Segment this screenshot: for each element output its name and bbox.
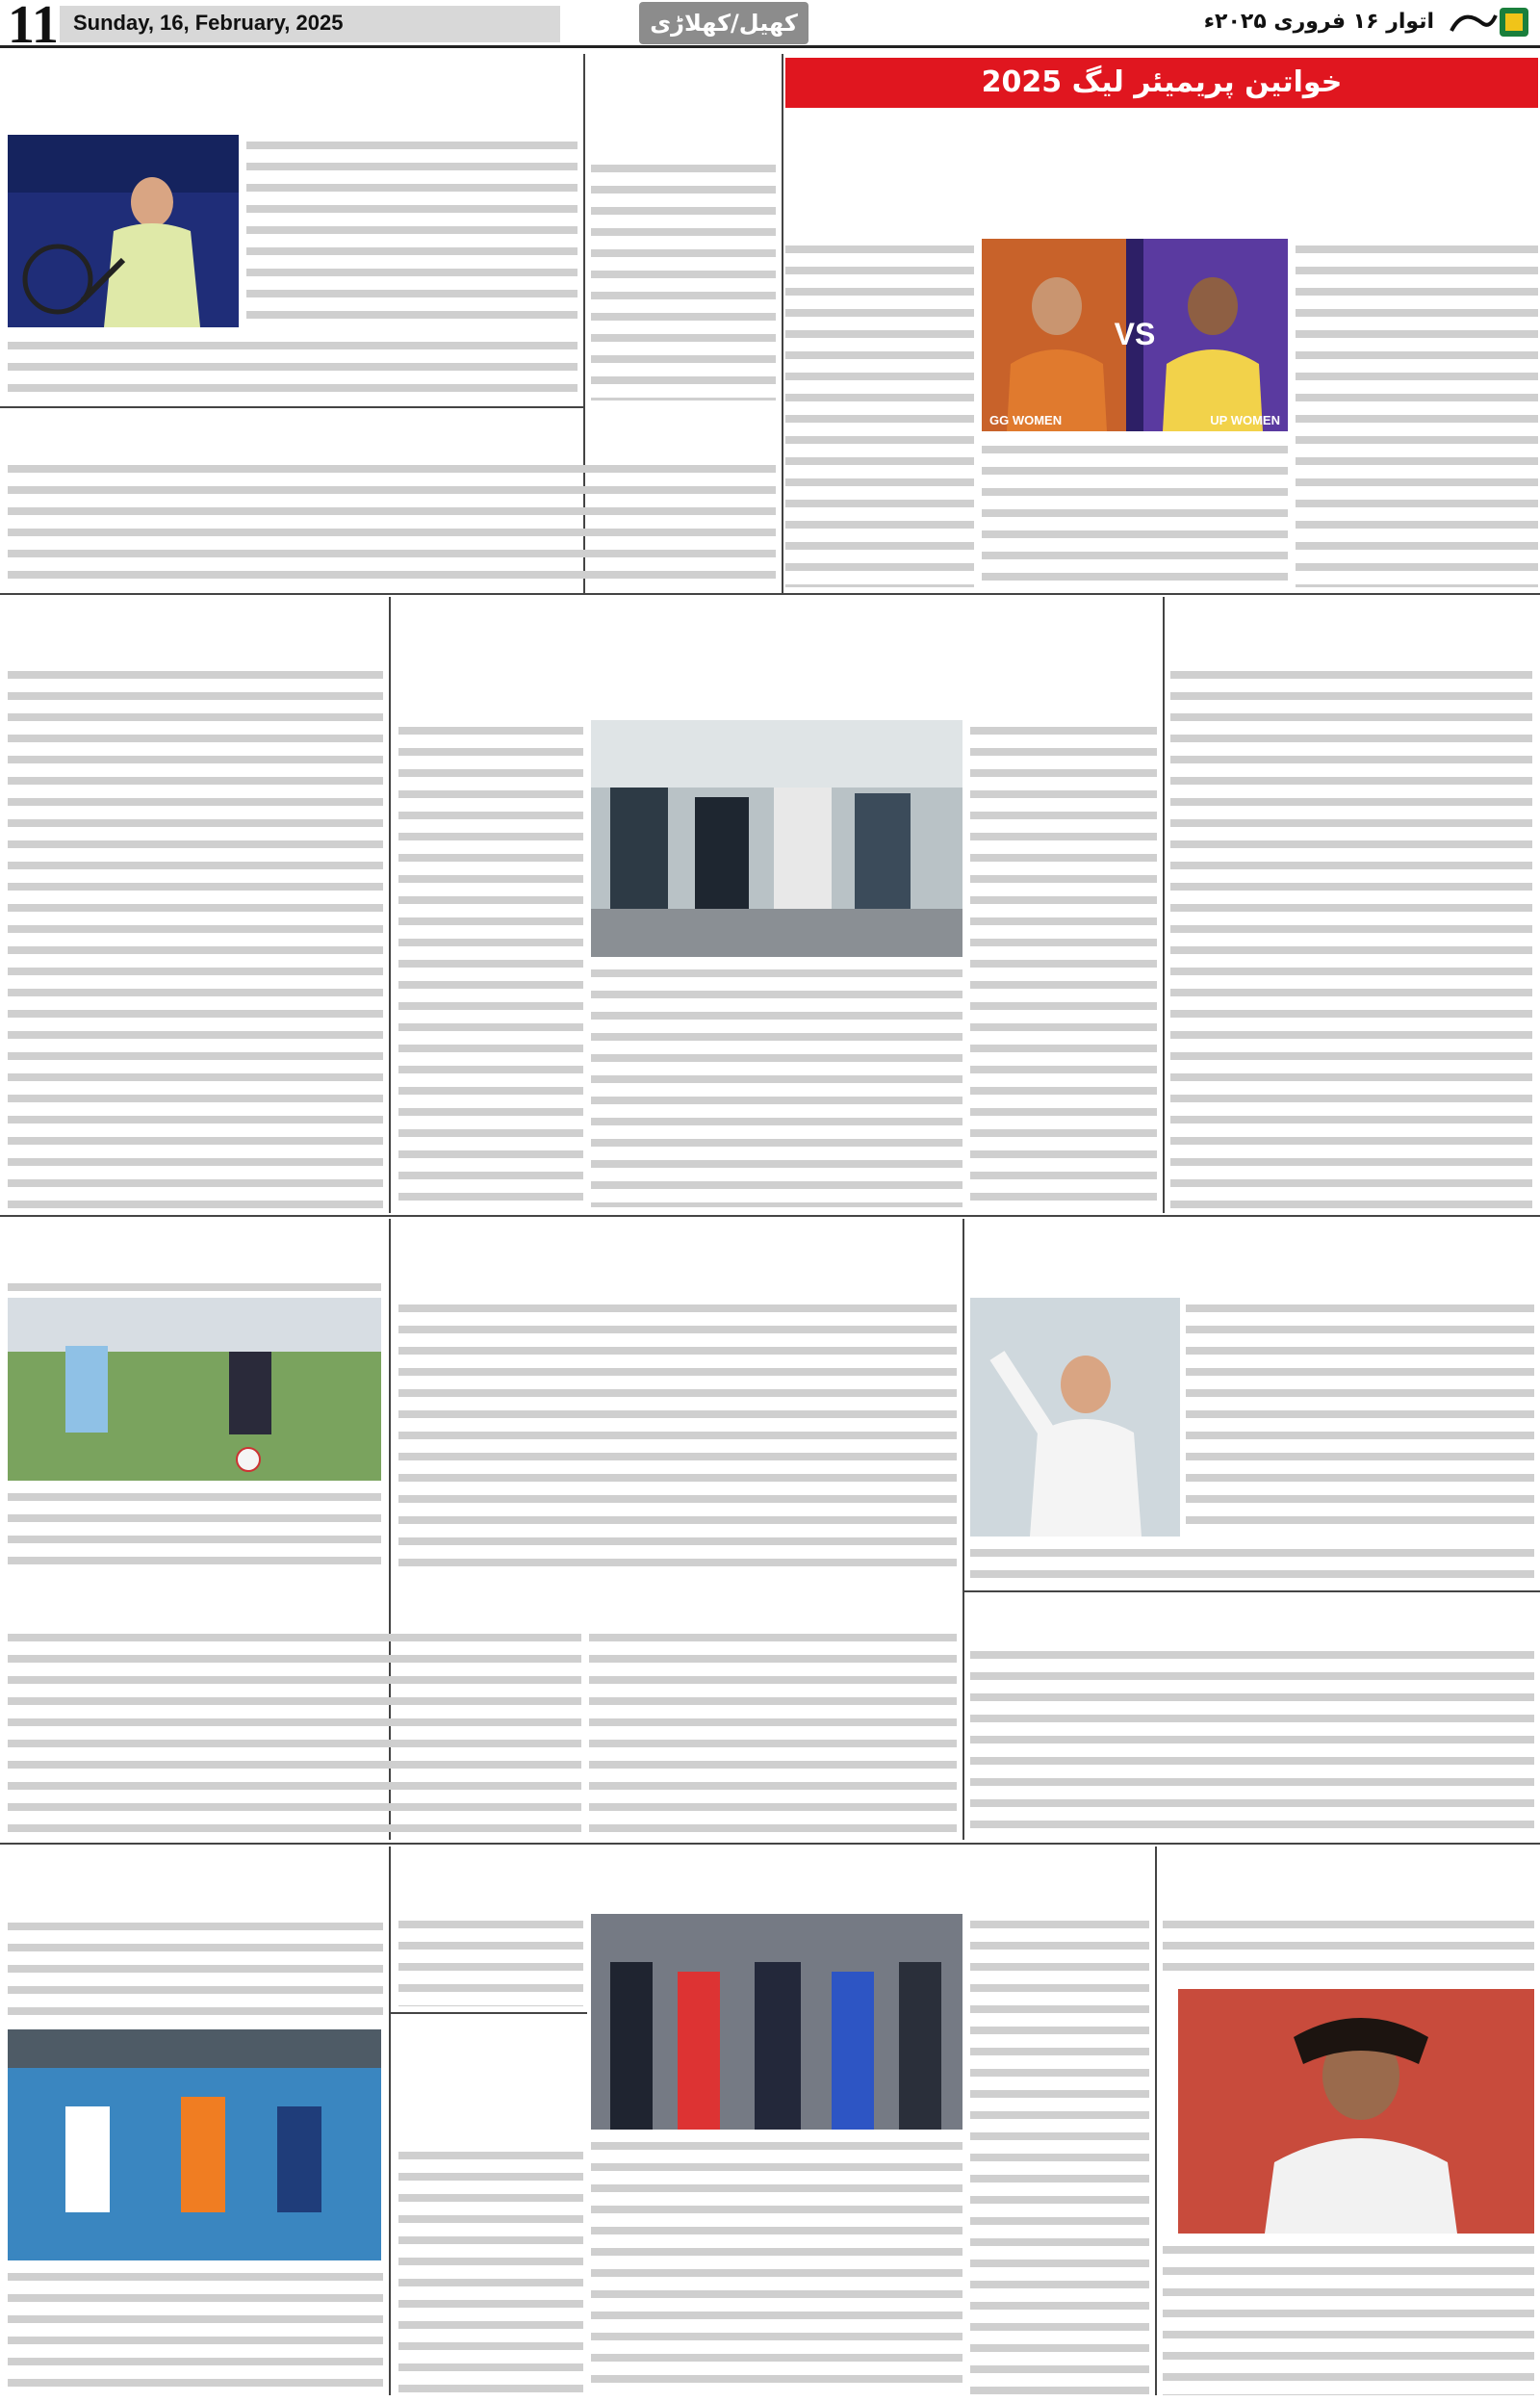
hockey-match-illustration — [8, 2029, 381, 2260]
body-afc-u20 — [8, 1627, 581, 1833]
headline-ecb-bethell — [970, 1223, 1534, 1277]
headline-champions-trophy — [398, 601, 1155, 672]
wpl-banner — [785, 58, 1538, 108]
tennis-player-illustration — [8, 135, 239, 327]
body-icc-broadcast — [398, 2145, 583, 2395]
body-boxing-meerut-left — [398, 1914, 583, 2006]
headline-shooters-coach — [591, 60, 776, 152]
boxing-ceremony-illustration — [591, 1914, 962, 2130]
team-departure-illustration — [591, 720, 962, 957]
body-shooters-coach — [591, 158, 776, 400]
body-doping-sinner-top — [246, 135, 578, 327]
body-boxing-meerut-middle — [591, 2135, 962, 2395]
section-label: کھیل/کھلاڑی — [650, 10, 798, 37]
headline-junior-hockey — [8, 1850, 383, 1910]
section-rule — [0, 593, 1540, 595]
article-rule — [0, 406, 585, 408]
wpl-captains-illustration — [982, 239, 1288, 431]
column-rule — [1163, 597, 1165, 1213]
section-rule — [0, 1843, 1540, 1845]
body-ecb-bethell — [1186, 1298, 1534, 1537]
body-ecb-bethell-bottom — [970, 1542, 1534, 1588]
article-rule — [389, 2012, 587, 2014]
column-rule — [962, 1219, 964, 1840]
body-india-women-england — [8, 664, 383, 1211]
photo-boxing-ceremony — [591, 1914, 962, 2130]
photo-caption-gg: GG WOMEN — [989, 413, 1063, 427]
body-odisha-fc-top — [8, 1277, 381, 1294]
photo-team-departure — [591, 720, 962, 957]
body-junior-hockey-top — [8, 1916, 383, 2024]
english-date: Sunday, 16, February, 2025 — [73, 11, 344, 35]
headline-wpl — [785, 112, 1538, 231]
headline-boxing-meerut — [398, 1850, 1149, 1910]
photo-hockey-match — [8, 2029, 381, 2260]
article-rule — [962, 1590, 1540, 1592]
headline-gukesh — [1163, 1850, 1534, 1908]
body-wrestlers-appeal-bottom — [589, 1627, 957, 1833]
body-wpl-middle — [982, 439, 1288, 587]
body-delhi-capitals — [1170, 664, 1532, 1211]
page-number: 11 — [8, 0, 59, 48]
urdu-date: اتوار ۱۶ فروری ۲۰۲۵ء — [1203, 10, 1434, 34]
photo-football-match — [8, 1298, 381, 1481]
body-champions-trophy-left — [398, 720, 583, 1207]
section-rule — [0, 1215, 1540, 1217]
wpl-banner-label: خواتین پریمیئر لیگ 2025 — [981, 65, 1343, 99]
newspaper-logo — [1444, 2, 1532, 44]
chess-player-illustration — [1178, 1989, 1534, 2234]
photo-tennis-player — [8, 135, 239, 327]
football-match-illustration — [8, 1298, 381, 1481]
body-champions-trophy-right — [970, 720, 1157, 1207]
body-odisha-awards — [970, 1644, 1534, 1833]
headline-odisha-awards — [970, 1596, 1534, 1640]
masthead-bar — [0, 0, 1540, 48]
headline-odisha-fc — [8, 1223, 383, 1271]
photo-caption-up: UP WOMEN — [1210, 413, 1280, 427]
column-rule — [1155, 1847, 1157, 2395]
body-gukesh — [1163, 2239, 1534, 2395]
headline-man-city-defender — [8, 412, 578, 454]
svg-text:VS: VS — [1114, 317, 1156, 351]
english-date-box — [60, 6, 560, 42]
headline-afc-u20 — [8, 1579, 581, 1621]
body-wpl-right — [1296, 239, 1538, 587]
body-odisha-fc — [8, 1486, 381, 1573]
headline-india-women-england — [8, 601, 383, 659]
body-doping-sinner-bottom — [8, 335, 578, 402]
body-wpl-left — [785, 239, 974, 587]
column-rule — [389, 597, 391, 1213]
headline-delhi-capitals — [1170, 601, 1532, 659]
photo-cricketer-celebrating — [970, 1298, 1180, 1537]
headline-icc-broadcast — [398, 2018, 583, 2137]
body-wrestlers-appeal — [398, 1298, 957, 1573]
photo-chess-player — [1178, 1989, 1534, 2234]
cricketer-illustration — [970, 1298, 1180, 1537]
body-man-city-defender — [8, 458, 776, 587]
body-junior-hockey — [8, 2266, 383, 2395]
column-rule — [782, 54, 783, 593]
headline-doping-sinner — [8, 58, 578, 131]
subheadline-champions-trophy — [398, 674, 1155, 712]
headline-wrestlers-appeal — [398, 1223, 957, 1292]
photo-wpl-captains — [982, 239, 1288, 431]
column-rule — [389, 1847, 391, 2395]
body-champions-trophy-middle — [591, 963, 962, 1207]
section-tab — [639, 2, 808, 44]
body-gukesh-top — [1163, 1914, 1534, 1981]
body-boxing-meerut-right — [970, 1914, 1149, 2395]
